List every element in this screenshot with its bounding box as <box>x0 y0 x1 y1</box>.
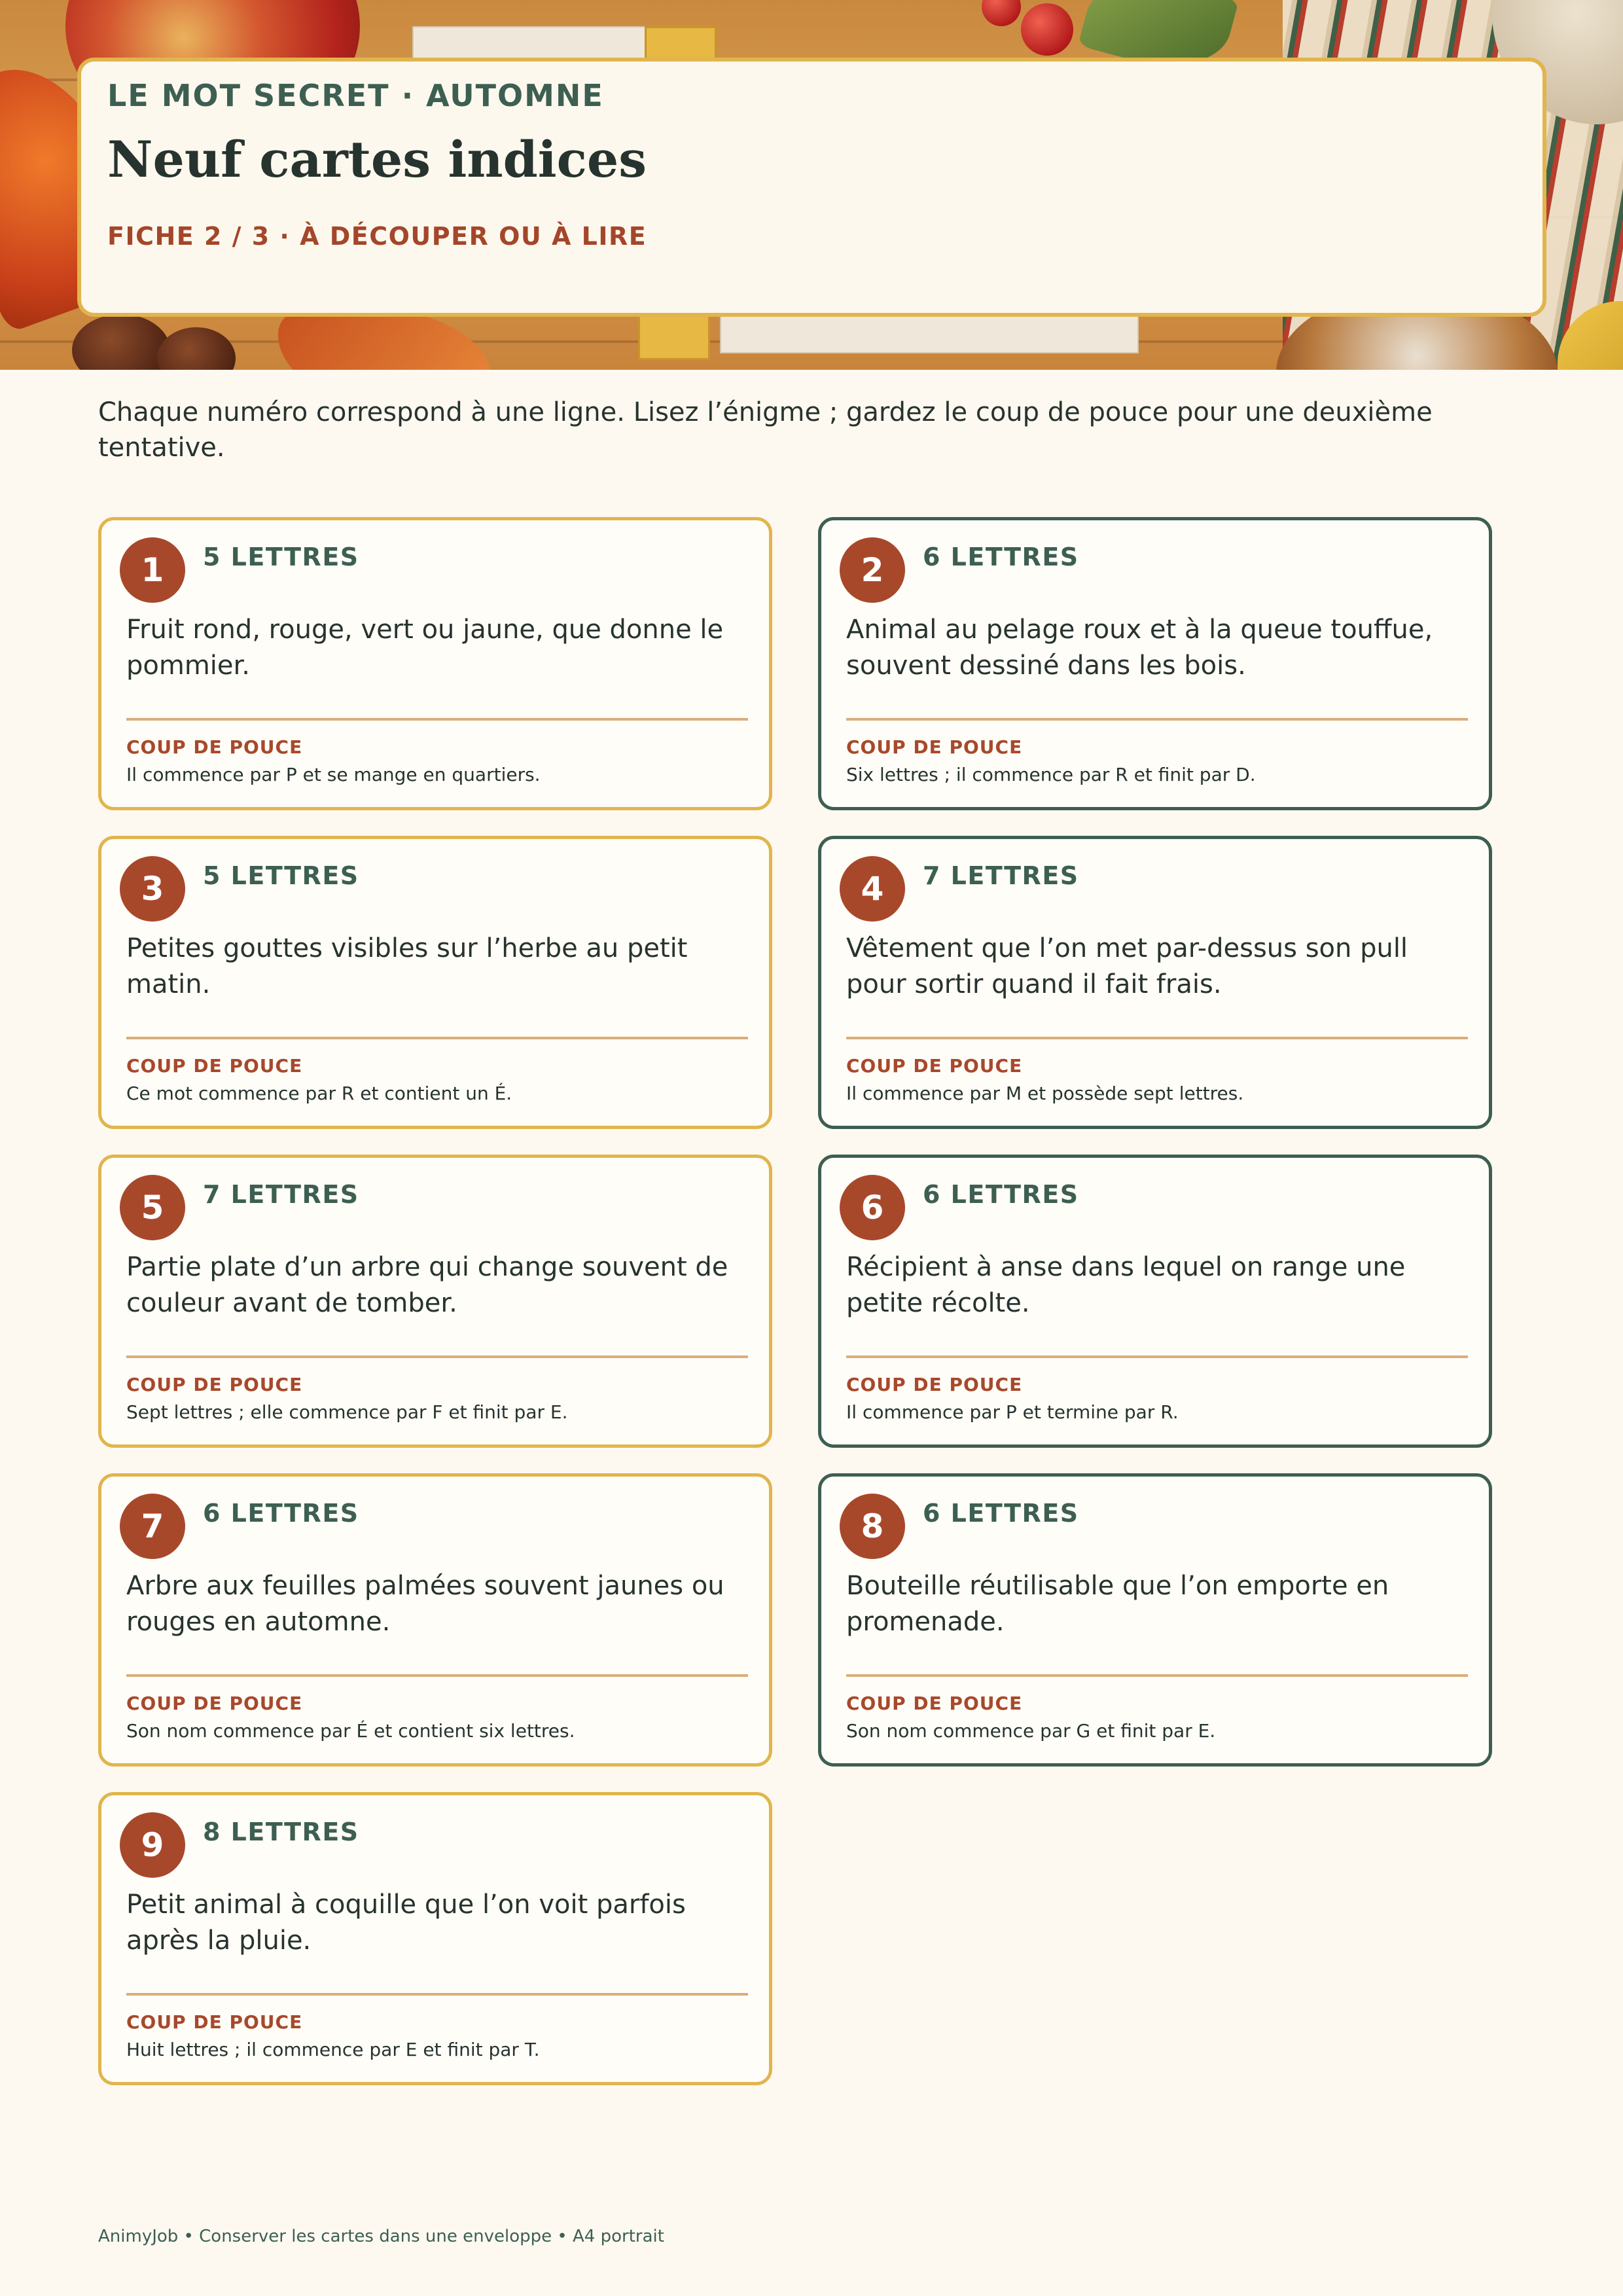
letter-count: 8 LETTRES <box>203 1818 359 1846</box>
riddle-text: Récipient à anse dans lequel on range une petite récolte. <box>846 1252 1406 1318</box>
divider <box>126 1674 748 1677</box>
sheet-subline: FICHE 2 / 3 · À DÉCOUPER OU À LIRE <box>107 222 647 251</box>
divider <box>126 1993 748 1996</box>
clue-card-8 <box>818 1473 1492 1767</box>
clue-card-2 <box>818 517 1492 810</box>
hint-label: COUP DE POUCE <box>846 1055 1023 1077</box>
hint-text: Sept lettres ; elle commence par F et finit par E. <box>126 1401 568 1423</box>
hint-label: COUP DE POUCE <box>126 1693 303 1714</box>
hint-text: Il commence par P et se mange en quartiers. <box>126 764 541 785</box>
hint-label: COUP DE POUCE <box>126 736 303 758</box>
rosehip-berry-icon <box>982 0 1021 26</box>
card-number-badge: 6 <box>840 1175 905 1240</box>
card-number-badge: 5 <box>120 1175 185 1240</box>
letter-count: 7 LETTRES <box>923 861 1079 890</box>
riddle-text: Petit animal à coquille que l’on voit parfois après la pluie. <box>126 1890 686 1956</box>
divider <box>126 1037 748 1039</box>
riddle-text: Arbre aux feuilles palmées souvent jaunes ou rouges en automne. <box>126 1571 724 1637</box>
hint-label: COUP DE POUCE <box>846 1374 1023 1395</box>
divider <box>846 1355 1468 1358</box>
letter-count: 5 LETTRES <box>203 543 359 571</box>
title-card <box>77 58 1546 317</box>
hint-label: COUP DE POUCE <box>846 736 1023 758</box>
divider <box>126 718 748 721</box>
hint-text: Son nom commence par G et finit par E. <box>846 1720 1216 1742</box>
card-number-badge: 7 <box>120 1494 185 1559</box>
clue-card-5 <box>98 1155 772 1448</box>
clue-card-9 <box>98 1792 772 2085</box>
hint-text: Six lettres ; il commence par R et finit par D. <box>846 764 1256 785</box>
divider <box>846 1674 1468 1677</box>
hint-label: COUP DE POUCE <box>126 1055 303 1077</box>
hint-text: Il commence par M et possède sept lettres. <box>846 1083 1244 1104</box>
chestnut-icon <box>157 327 236 370</box>
intro-paragraph: Chaque numéro correspond à une ligne. Lisez l’énigme ; gardez le coup de pouce pour une deuxième tentative. <box>98 397 1433 463</box>
footer-text: AnimyJob • Conserver les cartes dans une enveloppe • A4 portrait <box>98 2227 664 2246</box>
card-number-badge: 4 <box>840 856 905 922</box>
letter-count: 6 LETTRES <box>203 1499 359 1528</box>
card-number-badge: 8 <box>840 1494 905 1559</box>
hint-text: Il commence par P et termine par R. <box>846 1401 1179 1423</box>
divider <box>126 1355 748 1358</box>
hint-text: Son nom commence par É et contient six lettres. <box>126 1720 575 1742</box>
kicker-text: LE MOT SECRET · AUTOMNE <box>107 78 604 113</box>
hint-text: Huit lettres ; il commence par E et finit par T. <box>126 2039 540 2060</box>
hint-text: Ce mot commence par R et contient un É. <box>126 1083 512 1104</box>
letter-count: 6 LETTRES <box>923 1180 1079 1209</box>
letter-count: 7 LETTRES <box>203 1180 359 1209</box>
chestnut-icon <box>72 314 170 370</box>
hint-label: COUP DE POUCE <box>126 2011 303 2033</box>
rosehip-berry-icon <box>1021 3 1073 56</box>
page-title: Neuf cartes indices <box>107 130 647 188</box>
hint-label: COUP DE POUCE <box>126 1374 303 1395</box>
clue-card-7 <box>98 1473 772 1767</box>
riddle-text: Partie plate d’un arbre qui change souvent de couleur avant de tomber. <box>126 1252 728 1318</box>
letter-count: 6 LETTRES <box>923 543 1079 571</box>
clue-card-3 <box>98 836 772 1129</box>
riddle-text: Bouteille réutilisable que l’on emporte en promenade. <box>846 1571 1389 1637</box>
letter-count: 6 LETTRES <box>923 1499 1079 1528</box>
divider <box>846 1037 1468 1039</box>
card-number-badge: 3 <box>120 856 185 922</box>
card-number-badge: 2 <box>840 537 905 603</box>
letter-count: 5 LETTRES <box>203 861 359 890</box>
divider <box>846 718 1468 721</box>
card-number-badge: 1 <box>120 537 185 603</box>
riddle-text: Vêtement que l’on met par-dessus son pull pour sortir quand il fait frais. <box>846 933 1408 999</box>
hint-label: COUP DE POUCE <box>846 1693 1023 1714</box>
riddle-text: Fruit rond, rouge, vert ou jaune, que donne le pommier. <box>126 615 724 681</box>
card-number-badge: 9 <box>120 1812 185 1878</box>
clue-card-6 <box>818 1155 1492 1448</box>
clue-card-4 <box>818 836 1492 1129</box>
riddle-text: Animal au pelage roux et à la queue touffue, souvent dessiné dans les bois. <box>846 615 1433 681</box>
clue-card-1 <box>98 517 772 810</box>
riddle-text: Petites gouttes visibles sur l’herbe au petit matin. <box>126 933 688 999</box>
